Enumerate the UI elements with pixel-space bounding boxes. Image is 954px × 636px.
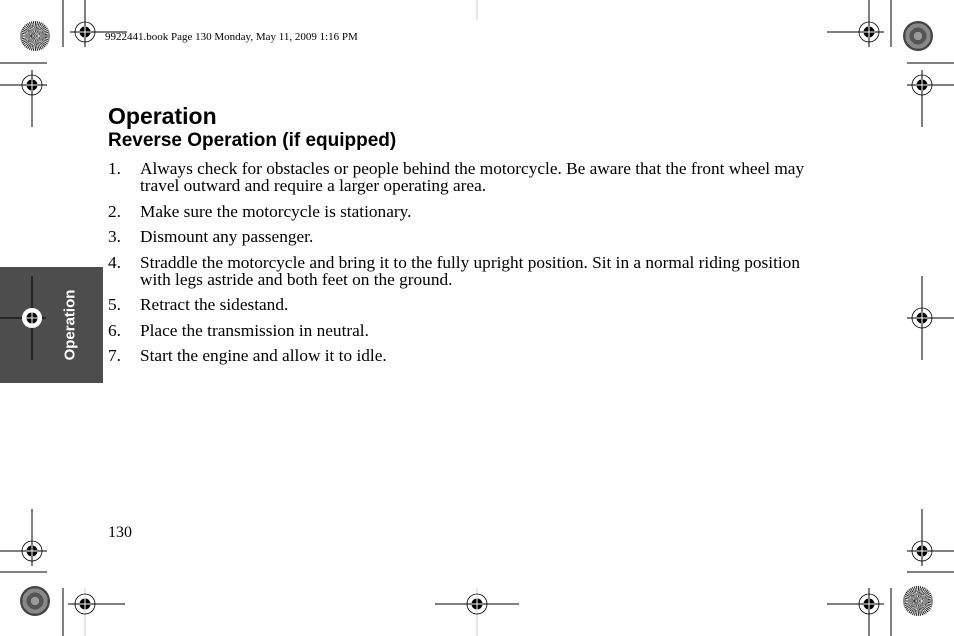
registration-mark-icon bbox=[0, 270, 60, 370]
page-number: 130 bbox=[108, 524, 132, 541]
list-item: 6. Place the transmission in neutral. bbox=[108, 320, 369, 340]
subsection-title: Reverse Operation (if equipped) bbox=[108, 130, 397, 151]
list-item: 5. Retract the sidestand. bbox=[108, 295, 289, 314]
print-info-header: 9922441.book Page 130 Monday, May 11, 2009 1:16 PM bbox=[105, 31, 358, 43]
list-item: 3. Dismount any passenger. bbox=[108, 227, 314, 246]
list-item: 7. Start the engine and allow it to idle. bbox=[108, 346, 387, 365]
cross-rosette-icon bbox=[20, 586, 50, 616]
starburst-rosette-icon bbox=[903, 586, 933, 616]
cross-rosette-icon bbox=[903, 21, 933, 51]
list-item: 4. Straddle the motorcycle and bring it to the fully upright position. Sit in a normal riding position with legs astride and both feet on the ground. bbox=[108, 252, 800, 289]
starburst-rosette-icon bbox=[20, 21, 50, 51]
side-tab-label: Operation bbox=[61, 289, 79, 361]
steps-list bbox=[108, 160, 828, 373]
list-item: 1. Always check for obstacles or people behind the motorcycle. Be aware that the front wheel may travel outward and require a larger operating area. bbox=[108, 159, 805, 195]
section-title: Operation bbox=[108, 103, 217, 129]
list-item: 2. Make sure the motorcycle is stationary. bbox=[108, 201, 412, 221]
